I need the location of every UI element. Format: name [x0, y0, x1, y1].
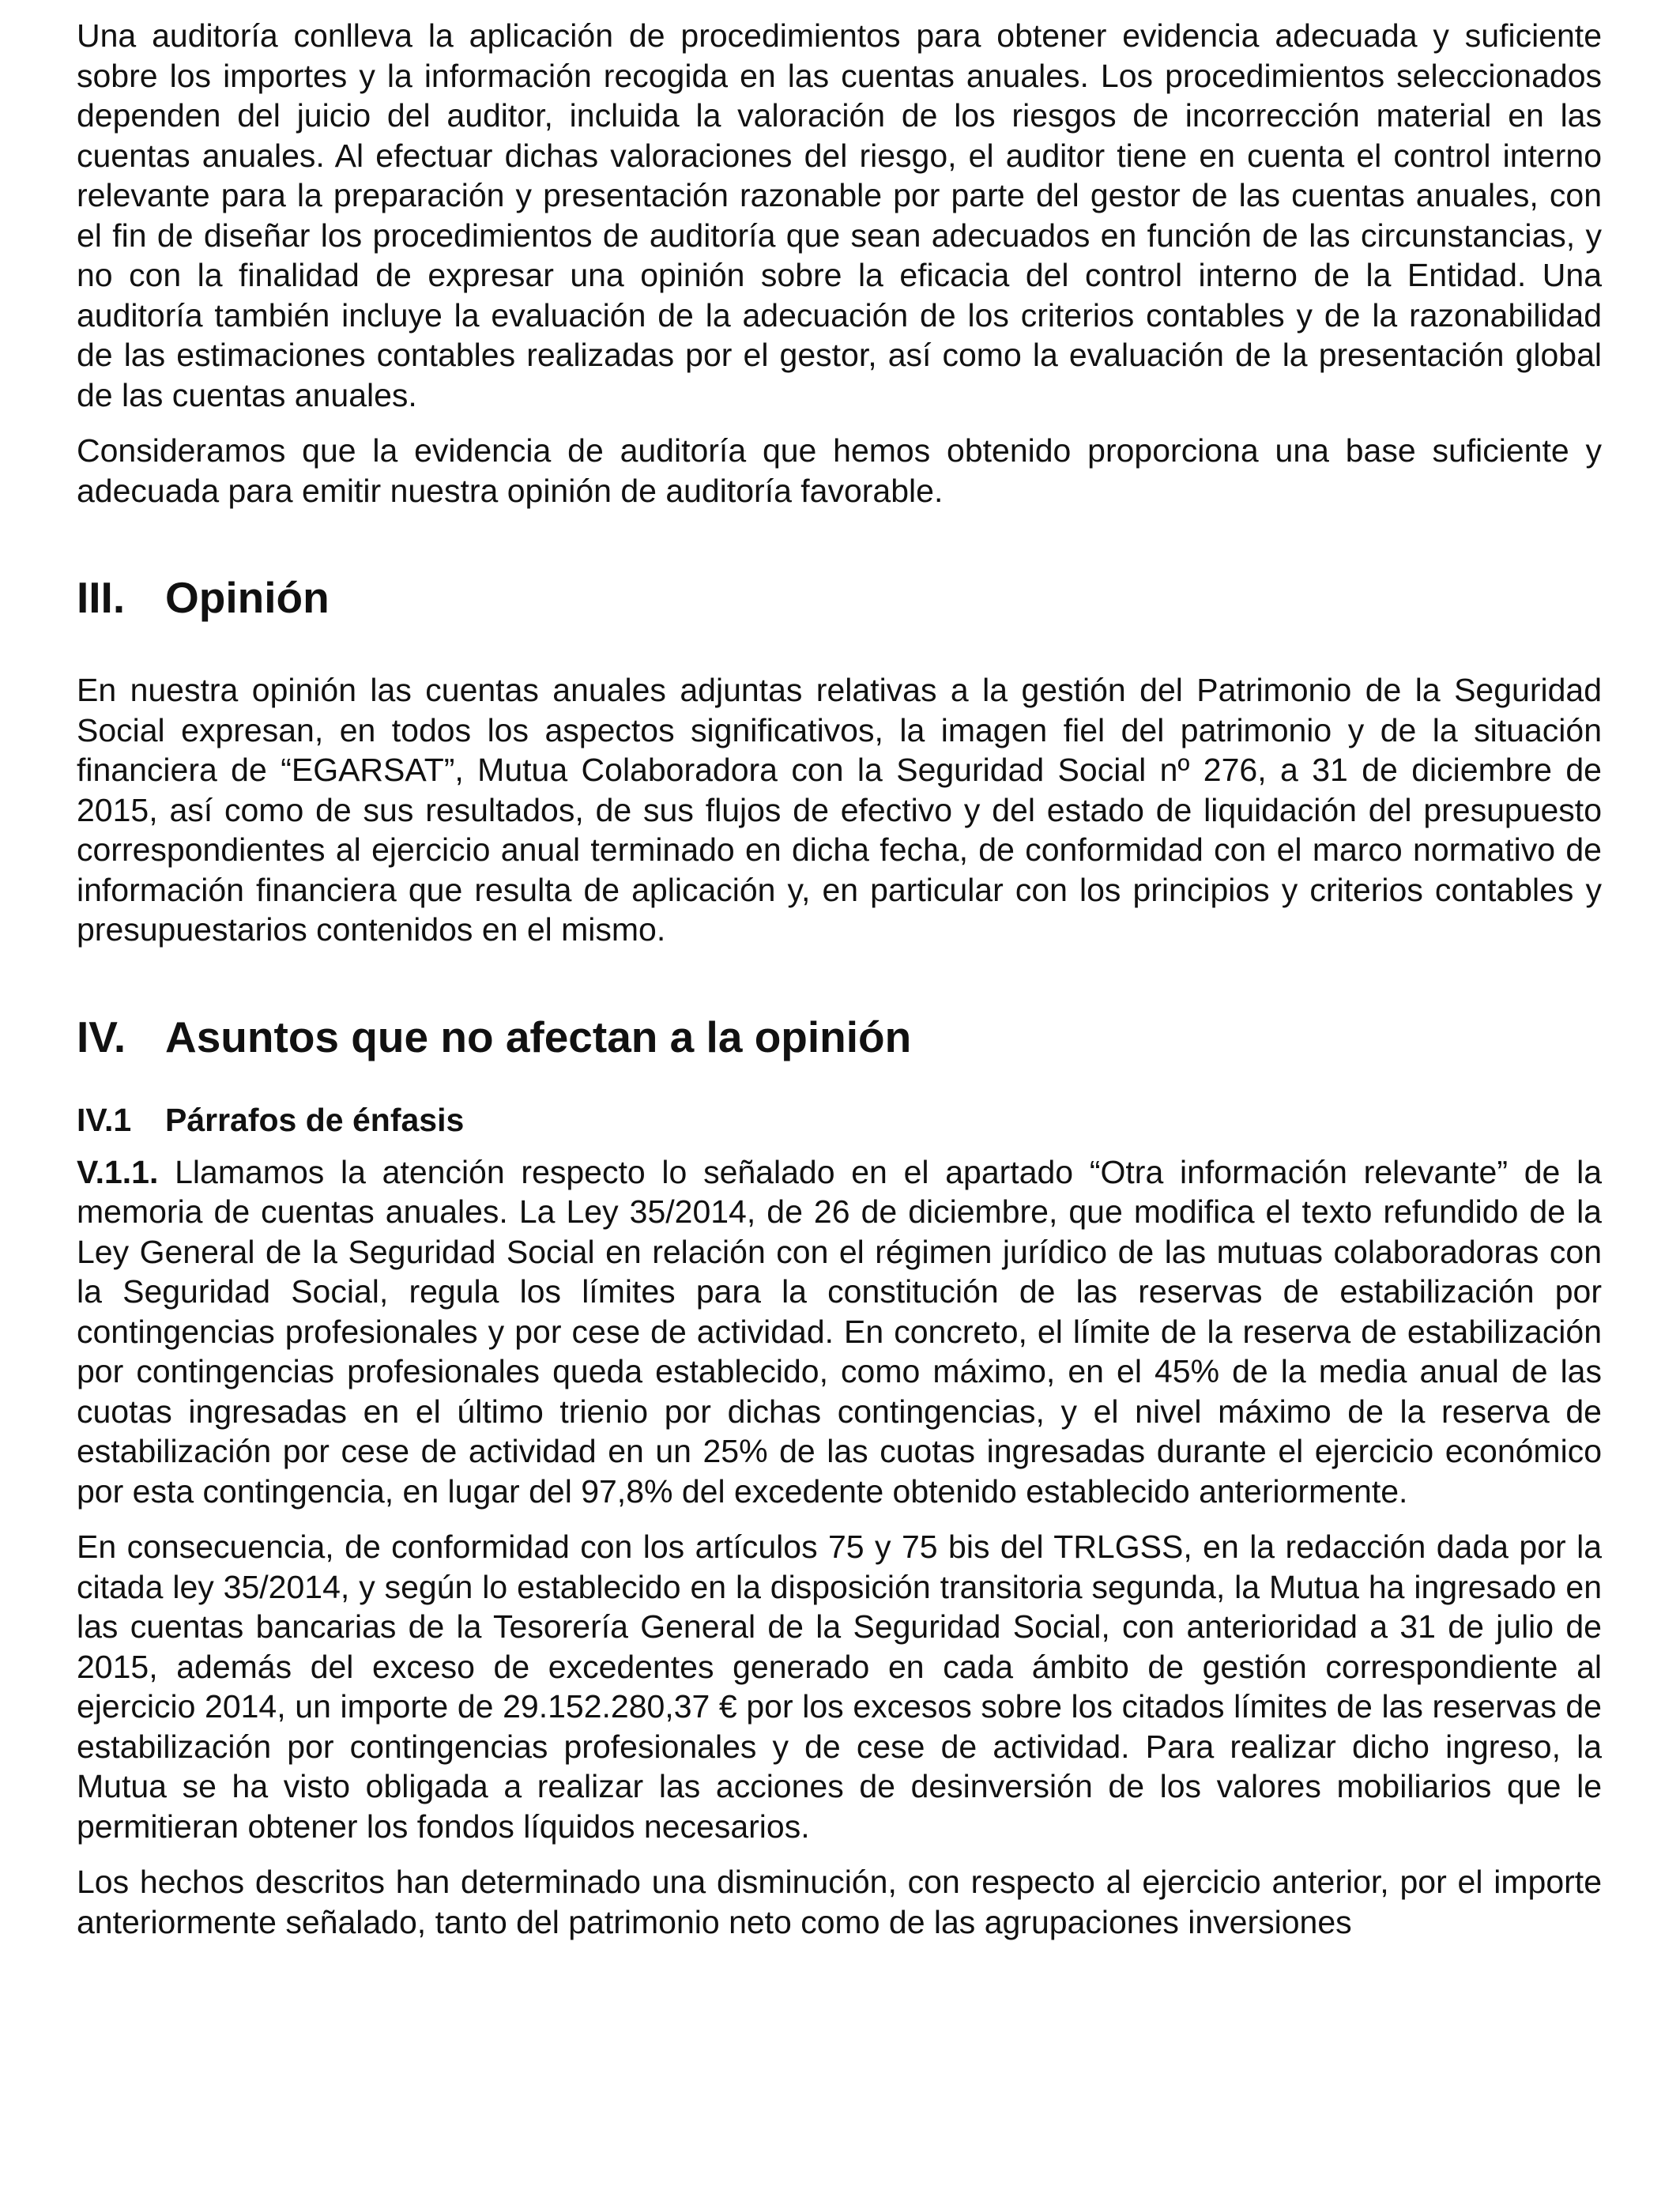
section-number: IV.: [77, 1012, 126, 1061]
section-heading-matters: [77, 1012, 1602, 1062]
emphasis-lead-number: V.1.1.: [77, 1153, 159, 1190]
paragraph-audit-procedures: Una auditoría conlleva la aplicación de procedimientos para obtener evidencia adecuada y suficiente sobre los importes y la información recogida en las cuentas anuales. Los procedimientos seleccionados dependen del juicio del auditor, incluida la valoración de los riesgos de incorrección material en las cuentas anuales. Al efectuar dichas valoraciones del riesgo, el auditor tiene en cuenta el control interno relevante para la preparación y presentación razonable por parte del gestor de las cuentas anuales, con el fin de diseñar los procedimientos de auditoría que sean adecuados en función de las circunstancias, y no con la finalidad de expresar una opinión sobre la eficacia del control interno de la Entidad. Una auditoría también incluye la evaluación de la adecuación de los criterios contables y de la razonabilidad de las estimaciones contables realizadas por el gestor, así como la evaluación de la presentación global de las cuentas anuales.: [77, 17, 1602, 413]
section-number: III.: [77, 573, 126, 622]
paragraph-facts: Los hechos descritos han determinado una disminución, con respecto al ejercicio anterior, por el importe anteriormente señalado, tanto del patrimonio neto como de las agrupaciones inversiones: [77, 1864, 1602, 1940]
section-title: Asuntos que no afectan a la opinión: [165, 1012, 912, 1061]
section-title: Opinión: [165, 573, 330, 622]
paragraph-consequence: En consecuencia, de conformidad con los artículos 75 y 75 bis del TRLGSS, en la redacción dada por la citada ley 35/2014, y según lo establecido en la disposición transitoria segunda, la Mutua ha ingresado en las cuentas bancarias de la Tesorería General de la Seguridad Social, con anterioridad a 31 de julio de 2015, además del exceso de excedentes generado en cada ámbito de gestión correspondiente al ejercicio 2014, un importe de 29.152.280,37 € por los excesos sobre los citados límites de las reservas de estabilización por contingencias profesionales y de cese de actividad. Para realizar dicho ingreso, la Mutua se ha visto obligada a realizar las acciones de desinversión de los valores mobiliarios que le permitieran obtener los fondos líquidos necesarios.: [77, 1529, 1602, 1845]
paragraph-opinion: En nuestra opinión las cuentas anuales adjuntas relativas a la gestión del Patrimonio de la Seguridad Social expresan, en todos los aspectos significativos, la imagen fiel del patrimonio y de la situación financiera de “EGARSAT”, Mutua Colaboradora con la Seguridad Social nº 276, a 31 de diciembre de 2015, así como de sus resultados, de sus flujos de efectivo y del estado de liquidación del presupuesto correspondientes al ejercicio anual terminado en dicha fecha, de conformidad con el marco normativo de información financiera que resulta de aplicación y, en particular con los principios y criterios contables y presupuestarios contenidos en el mismo.: [77, 672, 1602, 948]
document-page: [77, 16, 1602, 1942]
section-heading-opinion: [77, 572, 1602, 623]
paragraph-emphasis: [77, 1152, 1602, 1512]
subsection-title: Párrafos de énfasis: [165, 1101, 465, 1138]
paragraph-audit-evidence: Consideramos que la evidencia de auditoría que hemos obtenido proporciona una base suficiente y adecuada para emitir nuestra opinión de auditoría favorable.: [77, 432, 1602, 509]
subsection-number: IV.1: [77, 1101, 132, 1138]
subsection-heading-emphasis: [77, 1100, 1602, 1140]
emphasis-text: Llamamos la atención respecto lo señalado en el apartado “Otra información relevante” de la memoria de cuentas anuales. La Ley 35/2014, de 26 de diciembre, que modifica el texto refundido de la Ley General de la Seguridad Social en relación con el régimen jurídico de las mutuas colaboradoras con la Seguridad Social, regula los límites para la constitución de las reservas de estabilización por contingencias profesionales y por cese de actividad. En concreto, el límite de la reserva de estabilización por contingencias profesionales queda establecido, como máximo, en el 45% de la media anual de las cuotas ingresadas en el último trienio por dichas contingencias, y el nivel máximo de la reserva de estabilización por cese de actividad en un 25% de las cuotas ingresadas durante el ejercicio económico por esta contingencia, en lugar del 97,8% del excedente obtenido establecido anteriormente.: [77, 1153, 1602, 1510]
